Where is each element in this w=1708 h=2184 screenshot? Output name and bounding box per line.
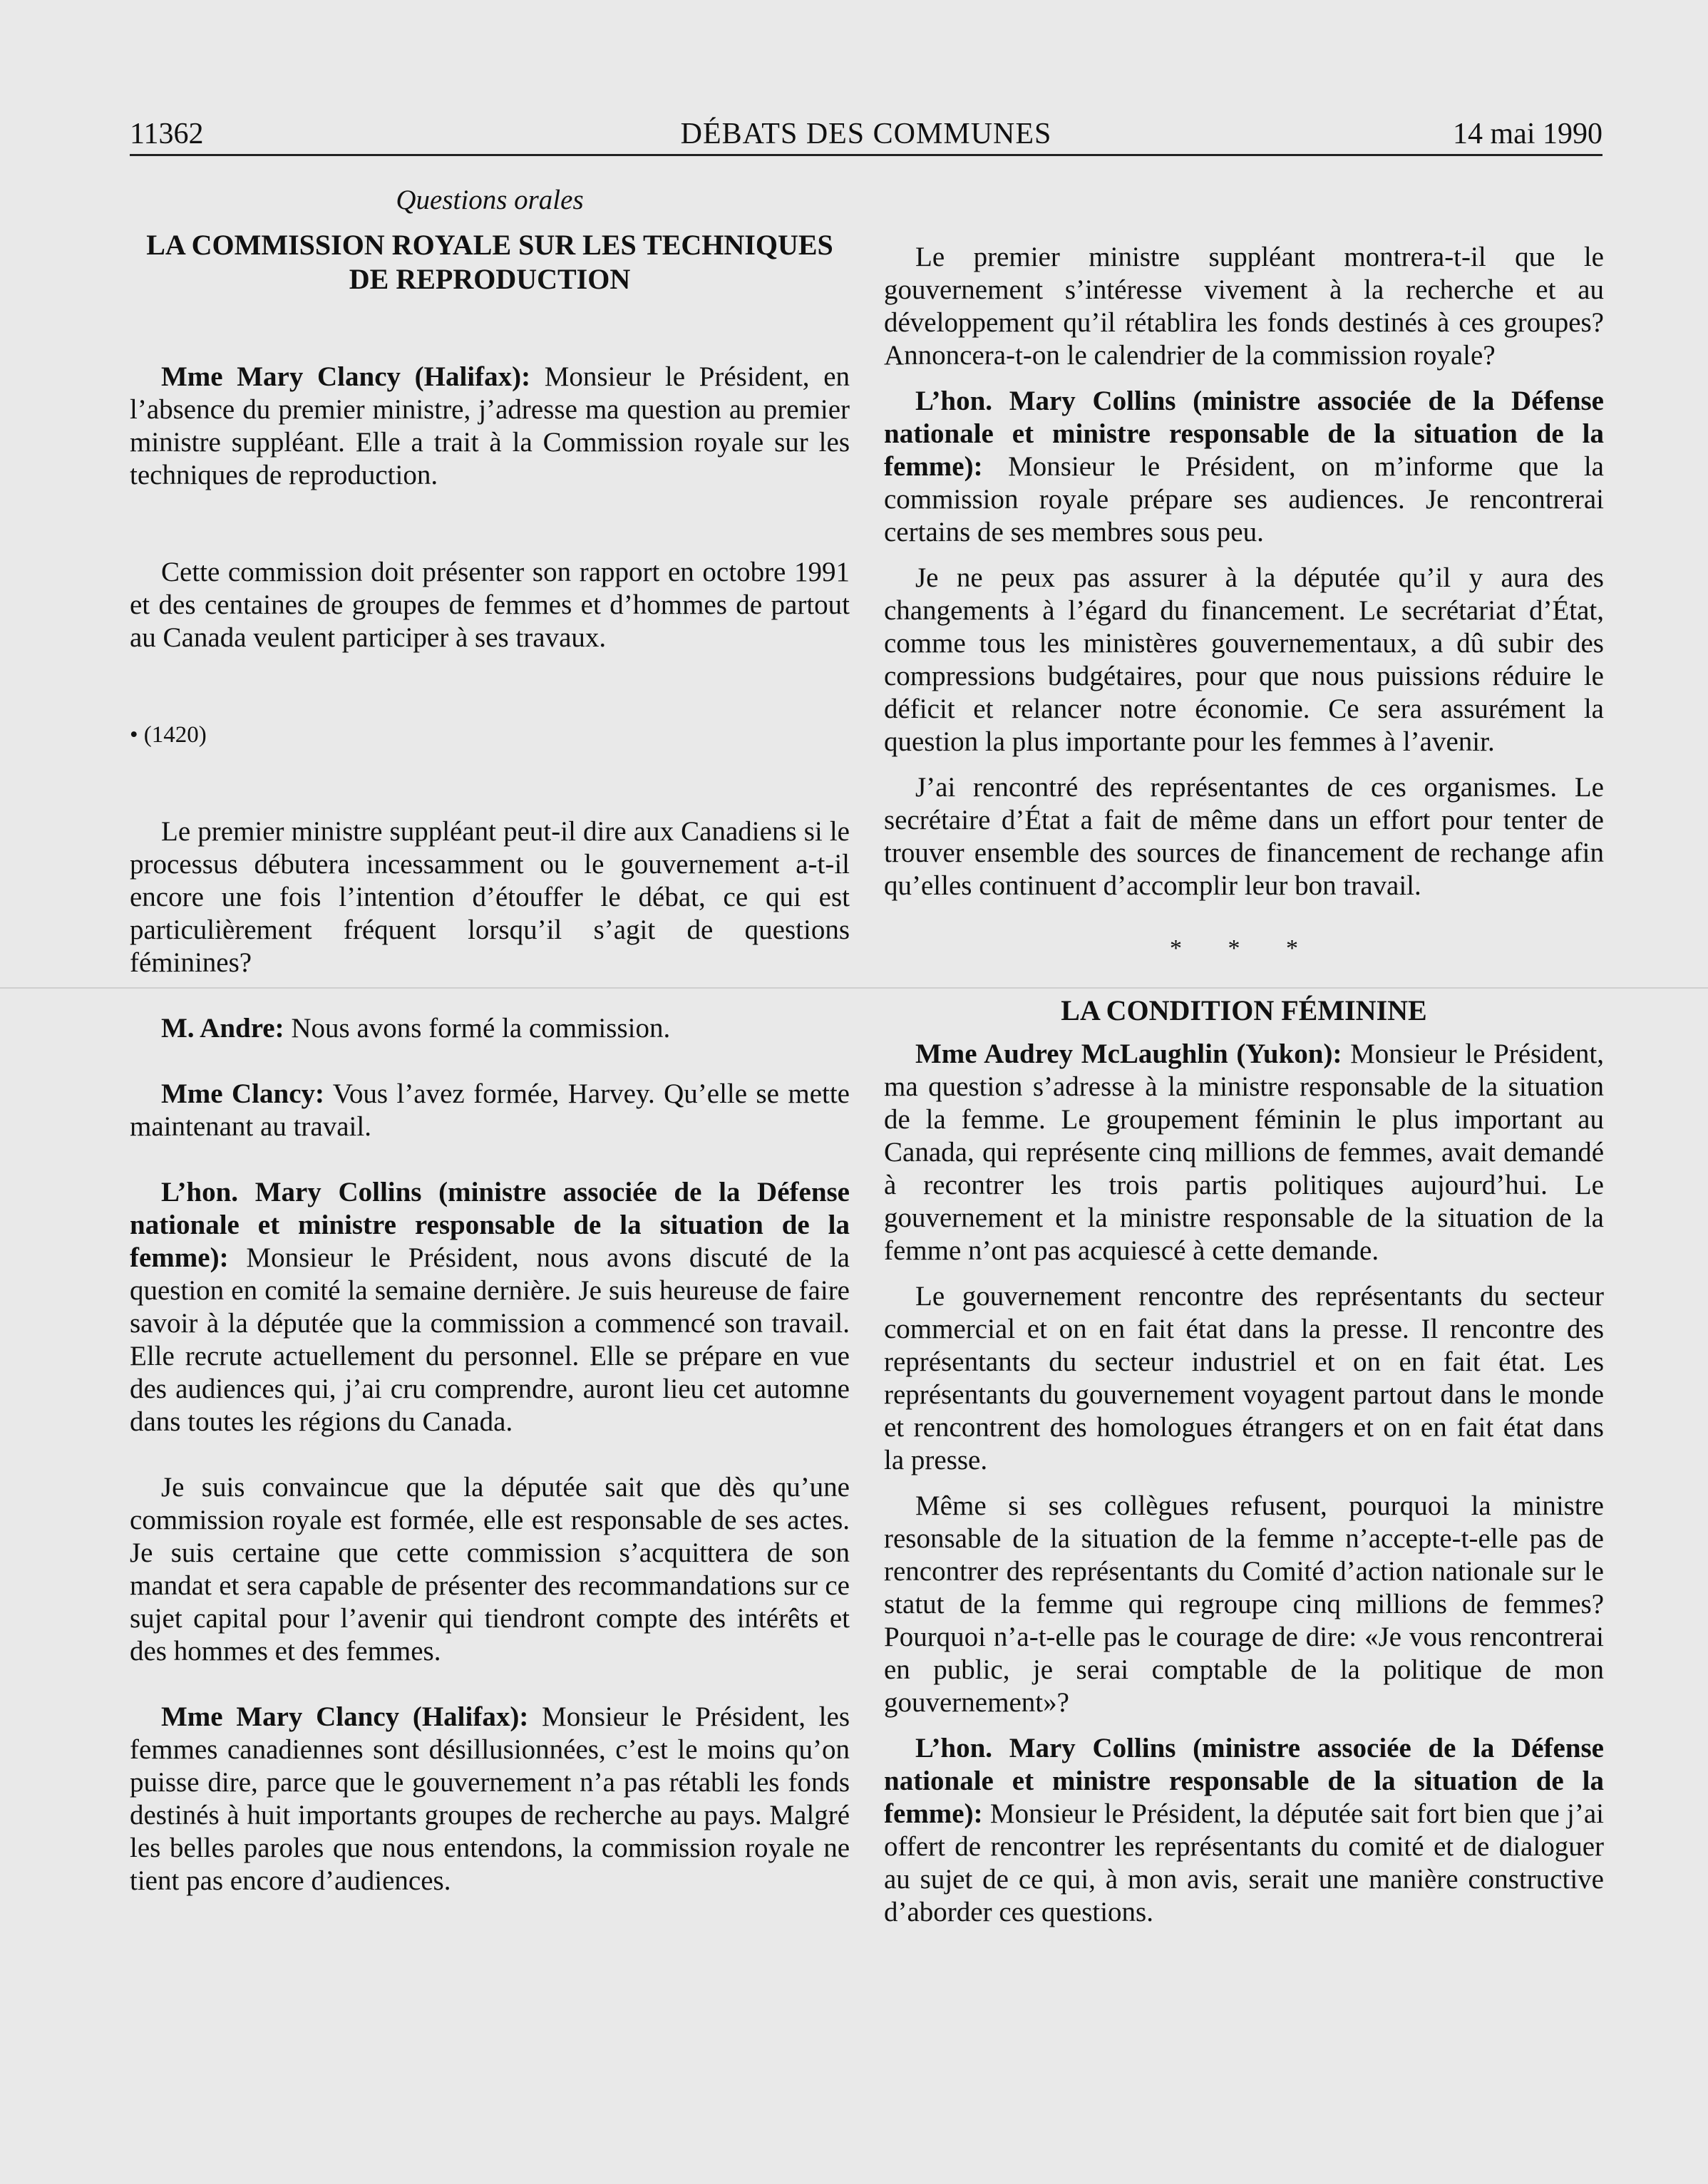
page-number: 11362	[130, 118, 204, 150]
speech-text: Monsieur le Président, nous avons discuté de la question en comité la semaine dernière. Je suis heureuse de faire savoir à la députée que la commission a commencé son travail. Elle recrute actuellement du personnel. Elle se prépare en vue des audiences qui, j’ai cru comprendre, auront lieu cet automne dans toutes les régions du Canada.	[130, 1242, 850, 1437]
speaker-name: L’hon. Mary Collins (ministre associée de la Défense nationale et ministre responsable de la situation de la femme):	[884, 386, 1604, 482]
paragraph: Même si ses collègues refusent, pourquoi la ministre resonsable de la situation de la femme n’accepte-t-elle pas de rencontrer des représentants du Comité d’action nationale sur le statut de la femme qui regroupe cinq millions de femmes? Pourquoi n’a-t-elle pas le courage de dire: «Je vous rencontrerai en public, je serai comptable de la politique de mon gouvernement»?	[884, 1490, 1604, 1718]
speech-text: Monsieur le Président, en l’absence du premier ministre, j’adresse ma question au premier ministre suppléant. Elle a trait à la Commission royale sur les techniques de reproduction.	[130, 361, 850, 490]
paragraph	[130, 1701, 850, 1897]
paragraph: Je suis convaincue que la députée sait que dès qu’une commission royale est formée, elle est responsable de ses actes. Je suis certaine que cette commission s’acquittera de son mandat et sera capable de présenter des recommandations sur ce sujet capital pour l’avenir qui tiendront compte des intérêts et des hommes et des femmes.	[130, 1472, 850, 1667]
paragraph	[130, 361, 850, 492]
paragraph	[884, 1038, 1604, 1267]
paragraph: J’ai rencontré des représentantes de ces organismes. Le secrétaire d’État a fait de même dans un effort pour tenter de trouver ensemble des sources de financement de rechange afin qu’elles continuent d’accomplir leur bon travail.	[884, 772, 1604, 901]
paragraph: Le premier ministre suppléant montrera-t-il que le gouvernement s’intéresse vivement à la recherche et au développement qu’il rétablira les fonds destinés à ces groupes? Annoncera-t-on le calendrier de la commission royale?	[884, 242, 1604, 371]
time-marker: • (1420)	[130, 722, 207, 748]
speaker-name: Mme Mary Clancy (Halifax):	[161, 1701, 529, 1732]
heading-line-1: LA COMMISSION ROYALE SUR LES TECHNIQUES	[146, 229, 833, 261]
paragraph	[884, 1732, 1604, 1929]
paragraph: Le gouvernement rencontre des représentants du secteur commercial et on en fait état dans la presse. Il rencontre des représentants du secteur industriel et on en fait état. Les représentants du gouvernement voyagent partout dans le monde et rencontrent des homologues étrangers et on en fait état dans la presse.	[884, 1281, 1604, 1475]
speech-text: Monsieur le Président, les femmes canadiennes sont désillusionnées, c’est le moins qu’on puisse dire, parce que le gouvernement n’a pas rétabli les fonds destinés à huit importants groupes de recherche au pays. Malgré les belles paroles que nous entendons, la commission royale ne tient pas encore d’audiences.	[130, 1701, 850, 1896]
issue-date: 14 mai 1990	[1453, 118, 1602, 150]
paragraph	[130, 1078, 850, 1143]
speaker-name: M. Andre:	[161, 1013, 284, 1044]
running-header	[130, 113, 1602, 155]
paragraph	[130, 1176, 850, 1438]
speech-text: Vous l’avez formée, Harvey. Qu’elle se mette maintenant au travail.	[130, 1078, 850, 1142]
paragraph: Le premier ministre suppléant peut-il dire aux Canadiens si le processus débutera incessamment ou le gouvernement a-t-il encore une fois l’intention d’étouffer le débat, ce qui est particulièrement fréquent lorsqu’il s’agit de questions féminines?	[130, 816, 850, 978]
speech-text: Monsieur le Président, on m’informe que la commission royale prépare ses audiences. Je rencontrerai certains de ses membres sous peu.	[884, 451, 1604, 547]
speaker-name: Mme Mary Clancy (Halifax):	[161, 361, 531, 392]
speaker-name: L’hon. Mary Collins (ministre associée de la Défense nationale et ministre responsable de la situation de la femme):	[884, 1733, 1604, 1829]
section-heading	[130, 228, 850, 297]
paragraph	[130, 1012, 850, 1045]
journal-title: DÉBATS DES COMMUNES	[680, 118, 1052, 150]
speech-text: Nous avons formé la commission.	[284, 1013, 671, 1044]
speaker-name: Mme Audrey McLaughlin (Yukon):	[915, 1039, 1342, 1069]
left-column	[130, 184, 850, 1897]
speech-text: Monsieur le Président, ma question s’adresse à la ministre responsable de la situation de la femme. Le groupement féminin le plus important au Canada, qui représente cinq millions de femmes, avait demandé à recontrer les trois partis politiques aujourd’hui. Le gouvernement et la ministre responsable de la situation de la femme n’ont pas acquiescé à cette demande.	[884, 1039, 1604, 1266]
header-rule	[130, 154, 1602, 156]
speech-text: Monsieur le Président, la députée sait fort bien que j’ai offert de rencontrer les représentants du comité et de dialoguer au sujet de ce qui, à mon avis, serait une manière constructive d’aborder ces questions.	[884, 1798, 1604, 1927]
right-column	[884, 241, 1604, 1929]
section-label: Questions orales	[396, 185, 584, 215]
speaker-name: Mme Clancy:	[161, 1078, 325, 1109]
heading-line-2: DE REPRODUCTION	[349, 263, 631, 295]
paragraph: Cette commission doit présenter son rapport en octobre 1991 et des centaines de groupes de femmes et d’hommes de partout au Canada veulent participer à ses travaux.	[130, 557, 850, 653]
section-separator: * * *	[1170, 935, 1318, 962]
paragraph: Je ne peux pas assurer à la députée qu’il y aura des changements à l’égard du financement. Le secrétariat d’État, comme tous les ministères gouvernementaux, a dû subir des compressions budgétaires, pour que nous puissions réduire le déficit et relancer notre économie. Ce sera assurément la question la plus importante pour les femmes à l’avenir.	[884, 562, 1604, 757]
section-heading: LA CONDITION FÉMININE	[1061, 994, 1427, 1026]
speaker-name: L’hon. Mary Collins (ministre associée de la Défense nationale et ministre responsable de la situation de la femme):	[130, 1177, 850, 1273]
paragraph	[884, 385, 1604, 549]
